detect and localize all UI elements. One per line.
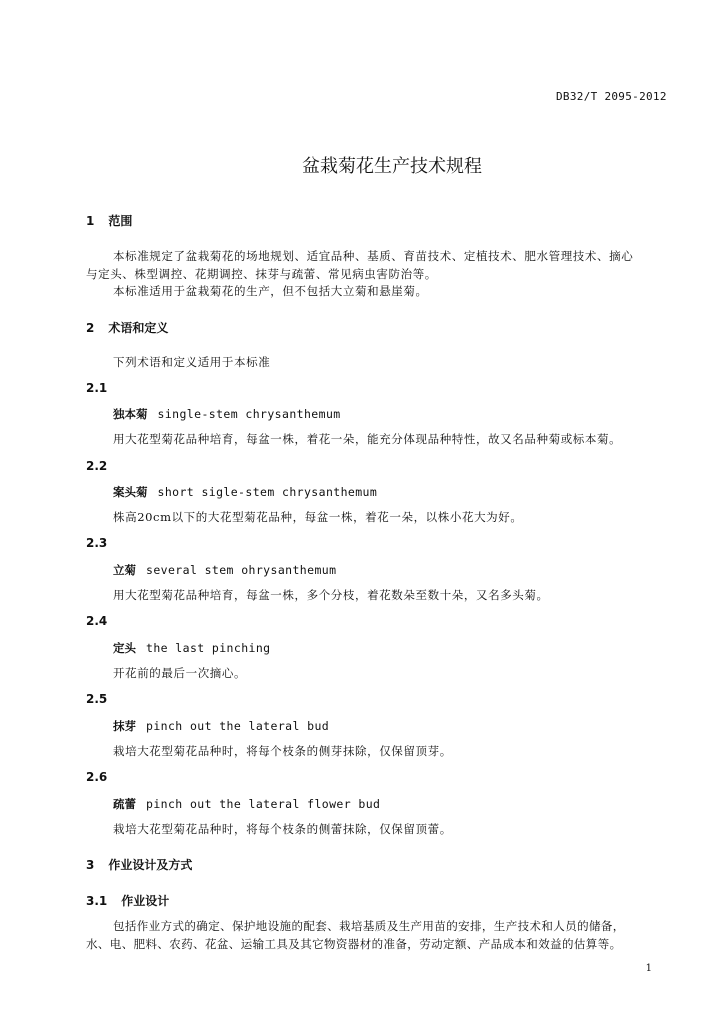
term-english: short sigle-stem chrysanthemum <box>157 485 378 499</box>
paragraph-line: 本标准规定了盆栽菊花的场地规划、适宜品种、基质、育苗技术、定植技术、肥水管理技术、摘心 <box>113 249 634 263</box>
term-definition: 栽培大花型菊花品种时，将每个枝条的侧芽抹除，仅保留顶芽。 <box>113 744 452 758</box>
term-number: 2.5 <box>86 692 108 706</box>
document-title: 盆栽菊花生产技术规程 <box>302 156 482 177</box>
term-english: single-stem chrysanthemum <box>157 407 341 421</box>
section-title: 术语和定义 <box>108 321 169 335</box>
paragraph-line: 包括作业方式的确定、保护地设施的配套、栽培基质及生产用苗的安排，生产技术和人员的储备， <box>113 919 625 933</box>
term-number: 2.4 <box>86 614 108 628</box>
paragraph-line: 与定头、株型调控、花期调控、抹芽与疏蕾、常见病虫害防治等。 <box>86 267 437 281</box>
term-definition: 用大花型菊花品种培育，每盆一株，多个分枝，着花数朵至数十朵，又名多头菊。 <box>113 588 549 602</box>
term-english: the last pinching <box>146 641 271 655</box>
term-chinese: 立菊 <box>113 563 136 577</box>
term-entry <box>113 640 271 656</box>
section-intro: 下列术语和定义适用于本标准 <box>113 355 271 369</box>
term-chinese: 抹芽 <box>113 719 136 733</box>
term-chinese: 独本菊 <box>113 407 148 421</box>
section-title: 作业设计及方式 <box>108 858 193 872</box>
term-chinese: 定头 <box>113 641 136 655</box>
section-number: 2 <box>86 321 95 335</box>
page-number: 1 <box>645 963 652 974</box>
section-2-heading <box>86 319 168 336</box>
term-number: 2.2 <box>86 459 108 473</box>
subsection-title: 作业设计 <box>121 894 170 908</box>
term-chinese: 疏蕾 <box>113 797 136 811</box>
term-number: 2.6 <box>86 770 108 784</box>
standard-code: DB32/T 2095-2012 <box>556 90 667 103</box>
section-title: 范围 <box>108 214 133 228</box>
section-number: 1 <box>86 214 95 228</box>
term-definition: 用大花型菊花品种培育，每盆一株，着花一朵，能充分体现品种特性，故又名品种菊或标本菊。 <box>113 432 622 446</box>
term-entry <box>113 406 341 422</box>
paragraph-line: 本标准适用于盆栽菊花的生产，但不包括大立菊和悬崖菊。 <box>113 284 428 298</box>
section-3-heading <box>86 856 192 873</box>
term-entry <box>113 562 336 578</box>
term-entry <box>113 484 377 500</box>
term-english: pinch out the lateral flower bud <box>146 797 381 811</box>
term-entry <box>113 718 329 734</box>
term-definition: 栽培大花型菊花品种时，将每个枝条的侧蕾抹除，仅保留顶蕾。 <box>113 822 452 836</box>
subsection-number: 3.1 <box>86 894 108 908</box>
paragraph-line: 水、电、肥料、农药、花盆、运输工具及其它物资器材的准备，劳动定额、产品成本和效益的估算等。 <box>86 937 622 951</box>
section-1-heading <box>86 212 132 229</box>
term-english: pinch out the lateral bud <box>146 719 330 733</box>
term-english: several stem ohrysanthemum <box>146 563 337 577</box>
term-number: 2.1 <box>86 381 108 395</box>
term-definition: 开花前的最后一次摘心。 <box>113 666 247 680</box>
term-number: 2.3 <box>86 536 108 550</box>
term-chinese: 案头菊 <box>113 485 148 499</box>
term-definition: 株高20cm以下的大花型菊花品种，每盆一株，着花一朵，以株小花大为好。 <box>113 510 523 524</box>
section-number: 3 <box>86 858 95 872</box>
term-entry <box>113 796 380 812</box>
subsection-3-1-heading <box>86 892 169 909</box>
